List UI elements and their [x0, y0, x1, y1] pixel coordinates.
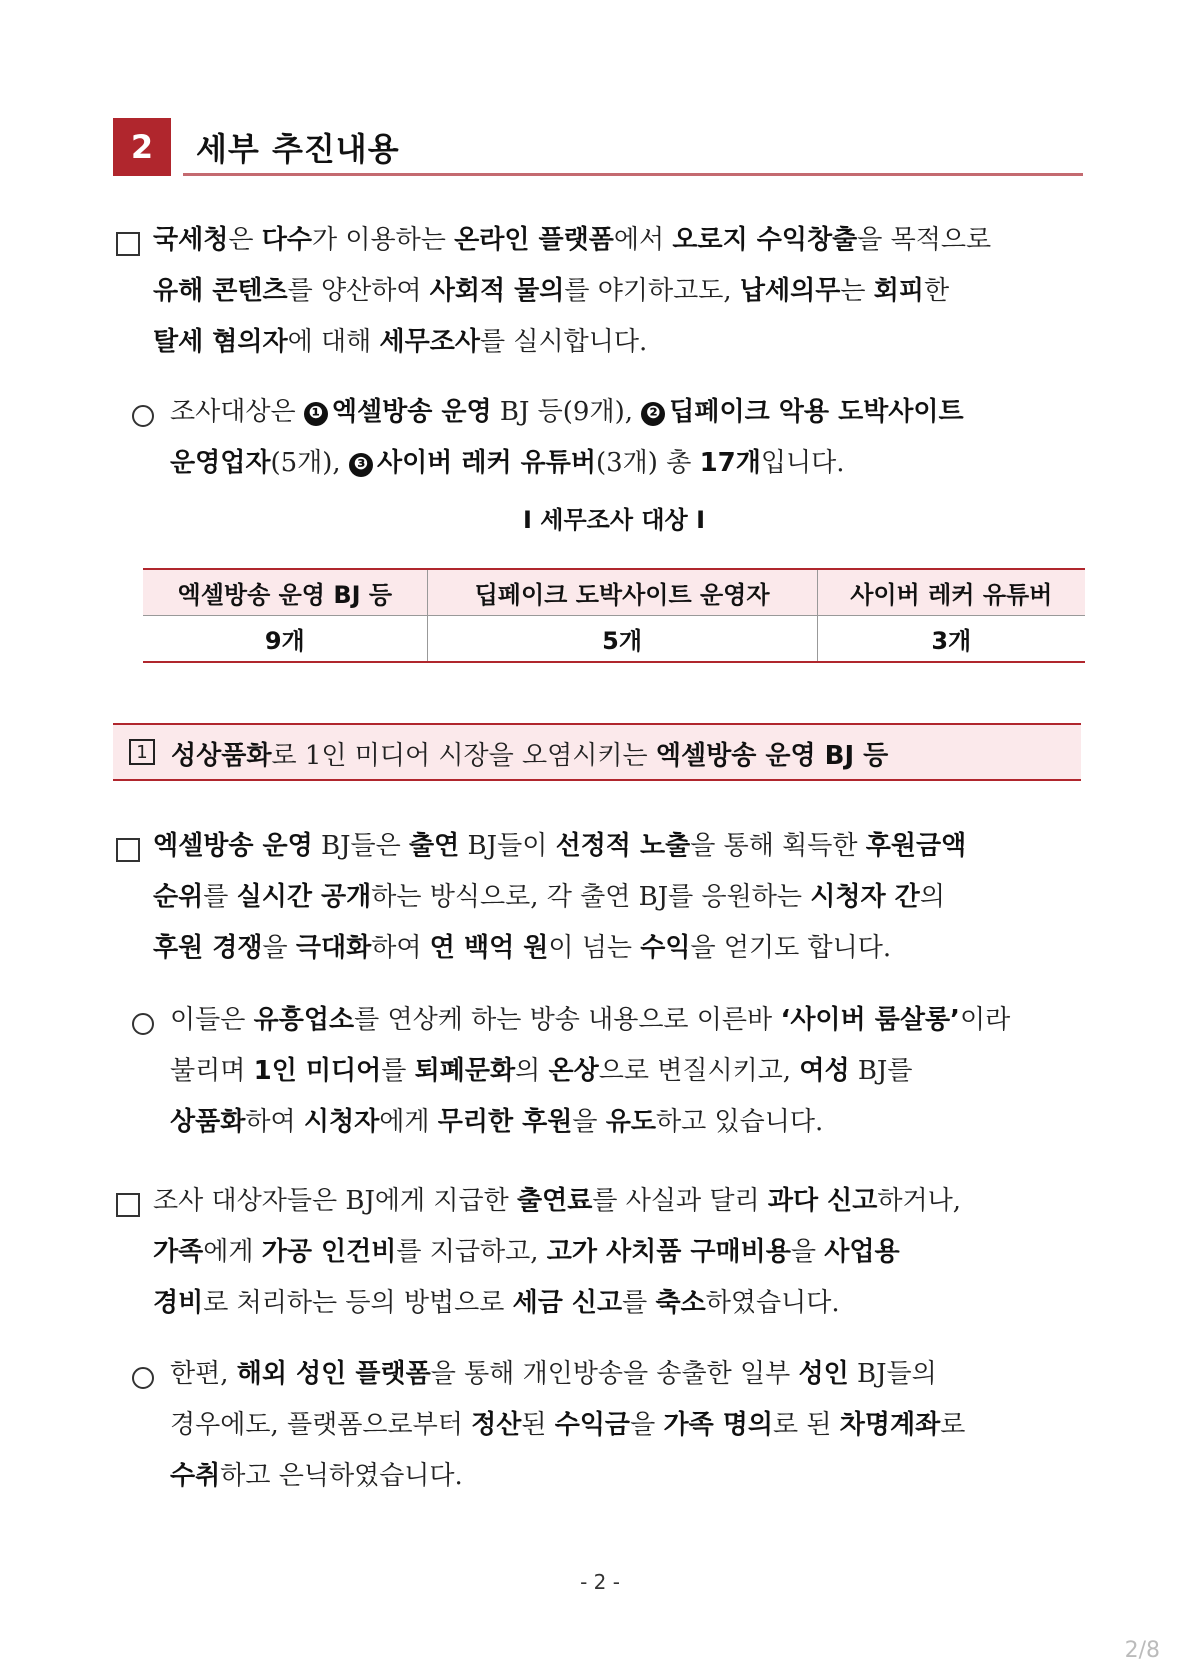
text: 을 목적으로	[857, 225, 992, 255]
text-bold: 세금 신고	[512, 1288, 623, 1318]
text-bold: 탈세 혐의자	[153, 327, 288, 357]
para1-sub-line-2	[170, 1046, 1085, 1097]
number-one-icon: ❶	[304, 402, 328, 426]
text-bold: 가족	[153, 1237, 204, 1267]
text: 의	[515, 1056, 549, 1086]
text: 된	[521, 1410, 555, 1440]
text: 를 양산하여	[287, 276, 430, 306]
targets-line-2	[170, 438, 1085, 489]
text: 한	[924, 276, 950, 306]
text-bold: 1인 미디어	[253, 1056, 382, 1086]
paragraph-2-sub	[170, 1349, 1085, 1502]
text: 하여	[371, 933, 430, 963]
text-bold: 운영업자	[170, 448, 271, 478]
para2-line-1	[153, 1176, 1085, 1227]
text: 를 야기하고도,	[564, 276, 740, 306]
text-bold: 유도	[605, 1107, 656, 1137]
text: 경우에도, 플랫폼으로부터	[170, 1410, 472, 1440]
text-bold: 사이버 레커 유튜버	[376, 448, 596, 478]
paragraph-2	[153, 1176, 1085, 1329]
text: 불리며	[170, 1056, 254, 1086]
text: 을	[572, 1107, 606, 1137]
sub-heading-number: 1	[129, 739, 155, 765]
text-bold: 수취	[170, 1461, 221, 1491]
text: 으로 변질시키고,	[598, 1056, 800, 1086]
text: 로 처리하는 등의 방법으로	[203, 1288, 513, 1318]
text-bold: 엑셀방송 운영 BJ 등	[655, 741, 889, 771]
para1-line-2	[153, 872, 1085, 923]
para2-line-3	[153, 1278, 1085, 1329]
text-bold: 유해 콘텐츠	[153, 276, 288, 306]
number-two-icon: ❷	[641, 402, 665, 426]
para1-line-1	[153, 821, 1085, 872]
text-bold: 경비	[153, 1288, 204, 1318]
sub-heading-text	[171, 735, 888, 772]
text: 로 1인 미디어 시장을 오염시키는	[271, 741, 656, 771]
text: 을	[262, 933, 296, 963]
paragraph-1-sub	[170, 995, 1085, 1148]
text-bold: 후원금액	[865, 831, 967, 861]
text: 조사 대상자들은 BJ에게 지급한	[153, 1186, 517, 1216]
text-bold: 후원 경쟁	[153, 933, 263, 963]
section-underline	[183, 173, 1083, 176]
table-row	[143, 616, 1085, 663]
text-bold: 사회적 물의	[429, 276, 565, 306]
text-bold: 상품화	[170, 1107, 246, 1137]
text: 를	[381, 1056, 415, 1086]
table-cell: 9개	[143, 616, 427, 663]
text-bold: 무리한 후원	[437, 1107, 573, 1137]
text-bold: 선정적 노출	[555, 831, 691, 861]
page-number: - 2 -	[580, 1570, 620, 1594]
text: 한편,	[170, 1359, 237, 1389]
text-bold: 다수	[261, 225, 312, 255]
square-bullet-icon	[116, 232, 140, 256]
text: BJ를	[849, 1056, 913, 1086]
text: 을	[790, 1237, 825, 1267]
text: (5개),	[270, 448, 349, 478]
intro-line-2	[153, 266, 1085, 317]
text-bold: 국세청	[153, 225, 229, 255]
intro-line-1	[153, 215, 1085, 266]
text: 에 대해	[287, 327, 380, 357]
paragraph-1	[153, 821, 1085, 974]
text: 하였습니다.	[705, 1288, 840, 1318]
text-bold: 사업용	[824, 1237, 900, 1267]
text: BJ 등(9개),	[491, 397, 642, 427]
para2-sub-line-3	[170, 1451, 1085, 1502]
text: 이라	[959, 1005, 1011, 1035]
text-bold: 해외 성인 플랫폼	[236, 1359, 431, 1389]
text-bold: 축소	[655, 1288, 706, 1318]
text-bold: 성상품화	[171, 741, 272, 771]
text: 을 통해 개인방송을 송출한 일부	[430, 1359, 799, 1389]
table-header-cell: 엑셀방송 운영 BJ 등	[143, 569, 427, 616]
page-indicator: 2/8	[1124, 1638, 1160, 1663]
text-bold: 수익	[640, 933, 691, 963]
text-bold: 퇴폐문화	[414, 1056, 516, 1086]
para2-line-2	[153, 1227, 1085, 1278]
text-bold: 실시간 공개	[236, 882, 372, 912]
text-bold: ‘사이버 룸살롱’	[780, 1005, 960, 1035]
section-heading	[113, 118, 1083, 176]
para1-line-3	[153, 923, 1085, 974]
text-bold: 세무조사	[379, 327, 480, 357]
text: 하여	[245, 1107, 304, 1137]
text-bold: 17개	[699, 448, 761, 478]
text: 는	[840, 276, 874, 306]
text-bold: 시청자 간	[810, 882, 920, 912]
table-cell: 5개	[427, 616, 817, 663]
para1-sub-line-1	[170, 995, 1085, 1046]
circle-bullet-icon	[132, 405, 154, 427]
text: 를 사실과 달리	[592, 1186, 768, 1216]
table-header-cell: 딥페이크 도박사이트 운영자	[427, 569, 817, 616]
circle-bullet-icon	[132, 1367, 154, 1389]
text: 을	[630, 1410, 664, 1440]
text-bold: 연 백억 원	[429, 933, 549, 963]
text: 를 실시합니다.	[480, 327, 648, 357]
intro-paragraph	[153, 215, 1085, 368]
text-bold: 출연료	[516, 1186, 593, 1216]
text-bold: 성인	[798, 1359, 849, 1389]
text: 이들은	[170, 1005, 254, 1035]
text-bold: 온라인 플랫폼	[454, 225, 614, 255]
text: BJ들의	[848, 1359, 937, 1389]
square-bullet-icon	[116, 838, 140, 862]
sub-heading	[113, 723, 1081, 781]
para2-sub-line-2	[170, 1400, 1085, 1451]
number-three-icon: ❸	[349, 453, 373, 477]
text: 를 지급하고,	[396, 1237, 547, 1267]
text-bold: 정산	[471, 1410, 522, 1440]
text: BJ들이	[459, 831, 556, 861]
text: 의	[919, 882, 945, 912]
text: 하거나,	[877, 1186, 961, 1216]
para1-sub-line-3	[170, 1097, 1085, 1148]
text: 를	[203, 882, 237, 912]
text-bold: 가공 인건비	[261, 1237, 397, 1267]
text-bold: 차명계좌	[839, 1410, 941, 1440]
intro-line-3	[153, 317, 1085, 368]
text: (3개) 총	[596, 448, 700, 478]
text: 가 이용하는	[311, 225, 455, 255]
table-cell: 3개	[817, 616, 1085, 663]
text: 조사대상은	[170, 397, 304, 427]
text: 을 통해 획득한	[690, 831, 866, 861]
text: 입니다.	[760, 448, 845, 478]
text-bold: 가족 명의	[663, 1410, 773, 1440]
text: 하고 있습니다.	[655, 1107, 824, 1137]
text: 을 얻기도 합니다.	[690, 933, 892, 963]
text: 이 넘는	[548, 933, 641, 963]
text-bold: 유흥업소	[253, 1005, 355, 1035]
section-title: 세부 추진내용	[196, 130, 400, 168]
text: 에게	[203, 1237, 262, 1267]
text-bold: 엑셀방송 운영	[153, 831, 313, 861]
text-bold: 온상	[548, 1056, 599, 1086]
text: 에게	[379, 1107, 438, 1137]
text-bold: 오로지 수익창출	[672, 225, 858, 255]
text-bold: 딥페이크 악용 도박사이트	[669, 397, 964, 427]
section-number: 2	[113, 118, 171, 176]
para2-sub-line-1	[170, 1349, 1085, 1400]
text-bold: 시청자	[303, 1107, 380, 1137]
text-bold: 과다 신고	[767, 1186, 878, 1216]
text: BJ들은	[312, 831, 410, 861]
table-caption: I 세무조사 대상 I	[522, 506, 706, 534]
text-bold: 순위	[153, 882, 204, 912]
text-bold: 수익금	[554, 1410, 631, 1440]
targets-note	[170, 387, 1085, 489]
text: 하고 은닉하였습니다.	[220, 1461, 463, 1491]
square-bullet-icon	[116, 1193, 140, 1217]
text-bold: 엑셀방송 운영	[331, 397, 492, 427]
text-bold: 출연	[409, 831, 460, 861]
text-bold: 극대화	[295, 933, 372, 963]
table-header-cell: 사이버 레커 유튜버	[817, 569, 1085, 616]
circle-bullet-icon	[132, 1013, 154, 1035]
text-bold: 여성	[799, 1056, 850, 1086]
text: 에서	[613, 225, 673, 255]
text: 로 된	[772, 1410, 840, 1440]
text-bold: 회피	[873, 276, 924, 306]
targets-line-1	[170, 387, 1085, 438]
text: 은	[228, 225, 262, 255]
text: 를	[622, 1288, 656, 1318]
table-header-row	[143, 569, 1085, 616]
text: 를 연상케 하는 방송 내용으로 이른바	[354, 1005, 781, 1035]
text: 로	[940, 1410, 966, 1440]
text: 하는 방식으로, 각 출연 BJ를 응원하는	[371, 882, 811, 912]
text-bold: 고가 사치품 구매비용	[546, 1237, 791, 1267]
text-bold: 납세의무	[739, 276, 841, 306]
tax-audit-targets-table	[143, 568, 1085, 663]
